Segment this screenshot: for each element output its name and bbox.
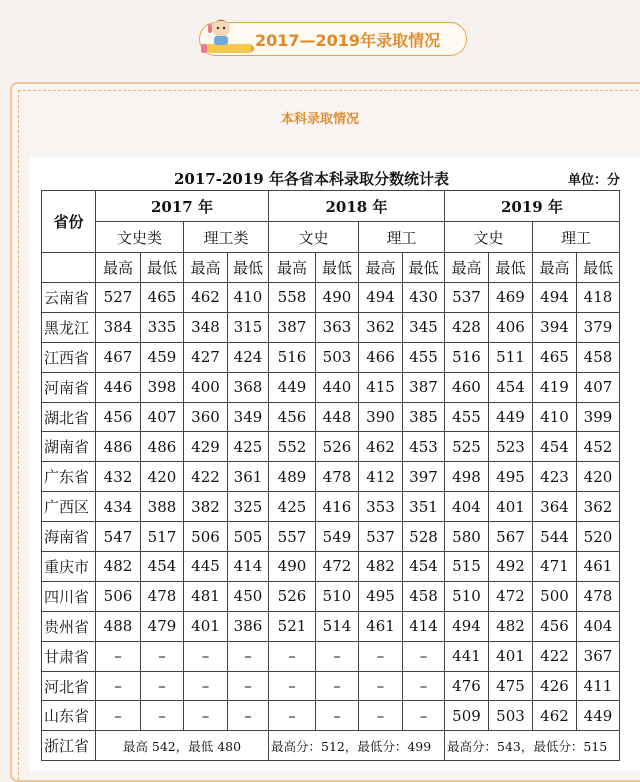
score-cell: 523 xyxy=(489,432,533,462)
score-cell: 510 xyxy=(316,581,359,611)
table-row xyxy=(42,701,620,731)
score-cell: – xyxy=(141,641,184,671)
score-cell: 428 xyxy=(445,312,489,342)
table-row xyxy=(42,402,620,432)
score-cell: 418 xyxy=(577,283,620,313)
score-cell: 547 xyxy=(96,522,141,552)
score-cell: 397 xyxy=(403,462,445,492)
score-cell: 482 xyxy=(96,552,141,582)
score-cell: 430 xyxy=(403,283,445,313)
table-row xyxy=(42,641,620,671)
score-cell: 516 xyxy=(445,342,489,372)
province-cell: 河北省 xyxy=(42,671,96,701)
score-cell: 363 xyxy=(316,312,359,342)
score-cell: 390 xyxy=(359,402,403,432)
score-cell: 362 xyxy=(359,312,403,342)
score-cell: 422 xyxy=(533,641,577,671)
score-cell: 527 xyxy=(96,283,141,313)
score-cell: 486 xyxy=(141,432,184,462)
score-cell: – xyxy=(184,641,228,671)
score-cell: 486 xyxy=(96,432,141,462)
score-cell: 449 xyxy=(269,372,316,402)
score-cell: – xyxy=(269,641,316,671)
score-cell: 567 xyxy=(489,522,533,552)
score-cell: 420 xyxy=(141,462,184,492)
province-cell: 广东省 xyxy=(42,462,96,492)
score-table xyxy=(41,190,620,761)
score-cell: 382 xyxy=(184,492,228,522)
score-cell: 467 xyxy=(96,342,141,372)
score-cell: 465 xyxy=(141,283,184,313)
table-row xyxy=(42,283,620,313)
score-cell: 415 xyxy=(359,372,403,402)
score-cell: 494 xyxy=(445,611,489,641)
score-cell: 423 xyxy=(533,462,577,492)
score-cell: 558 xyxy=(269,283,316,313)
table-row xyxy=(42,552,620,582)
province-cell: 江西省 xyxy=(42,342,96,372)
score-cell: 398 xyxy=(141,372,184,402)
note-cell-2019: 最高分：543，最低分：515 xyxy=(445,731,620,761)
score-cell: 525 xyxy=(445,432,489,462)
score-cell: 426 xyxy=(533,671,577,701)
score-cell: 489 xyxy=(269,462,316,492)
table-row xyxy=(42,581,620,611)
province-cell: 云南省 xyxy=(42,283,96,313)
score-cell: 492 xyxy=(489,552,533,582)
track-header: 文史类 xyxy=(96,222,184,253)
table-row xyxy=(42,611,620,641)
province-cell: 甘肃省 xyxy=(42,641,96,671)
score-cell: – xyxy=(96,641,141,671)
score-cell: – xyxy=(316,671,359,701)
score-cell: 394 xyxy=(533,312,577,342)
score-cell: 412 xyxy=(359,462,403,492)
metric-header: 最高 xyxy=(269,253,316,283)
score-cell: 404 xyxy=(445,492,489,522)
score-cell: 478 xyxy=(141,581,184,611)
score-cell: 401 xyxy=(184,611,228,641)
score-cell: – xyxy=(141,701,184,731)
score-cell: 511 xyxy=(489,342,533,372)
metric-header-blank xyxy=(42,253,96,283)
metric-header: 最低 xyxy=(228,253,269,283)
score-cell: 476 xyxy=(445,671,489,701)
table-row xyxy=(42,312,620,342)
score-cell: 424 xyxy=(228,342,269,372)
score-cell: 494 xyxy=(533,283,577,313)
score-cell: 494 xyxy=(359,283,403,313)
score-cell: 401 xyxy=(489,492,533,522)
score-cell: – xyxy=(403,701,445,731)
table-row xyxy=(42,671,620,701)
province-cell: 四川省 xyxy=(42,581,96,611)
metric-header: 最低 xyxy=(316,253,359,283)
score-cell: 379 xyxy=(577,312,620,342)
score-cell: 515 xyxy=(445,552,489,582)
score-cell: 456 xyxy=(269,402,316,432)
metric-header: 最低 xyxy=(403,253,445,283)
score-cell: 446 xyxy=(96,372,141,402)
metric-header: 最高 xyxy=(96,253,141,283)
table-row xyxy=(42,462,620,492)
score-cell: 410 xyxy=(533,402,577,432)
province-cell: 湖北省 xyxy=(42,402,96,432)
mascot-pencil-icon xyxy=(199,14,255,60)
score-cell: – xyxy=(184,671,228,701)
score-cell: 349 xyxy=(228,402,269,432)
score-cell: 482 xyxy=(359,552,403,582)
score-cell: 520 xyxy=(577,522,620,552)
year-header: 2017 年 xyxy=(96,191,269,222)
metric-header: 最高 xyxy=(533,253,577,283)
score-cell: 475 xyxy=(489,671,533,701)
score-cell: 552 xyxy=(269,432,316,462)
score-cell: 455 xyxy=(445,402,489,432)
score-cell: 429 xyxy=(184,432,228,462)
score-cell: 445 xyxy=(184,552,228,582)
score-cell: 345 xyxy=(403,312,445,342)
score-cell: 469 xyxy=(489,283,533,313)
score-cell: 348 xyxy=(184,312,228,342)
track-header: 理工 xyxy=(533,222,620,253)
score-cell: 465 xyxy=(533,342,577,372)
banner-title: 2017—2019年录取情况 xyxy=(255,31,441,50)
section-title: 本科录取情况 xyxy=(280,112,359,127)
score-cell: – xyxy=(359,671,403,701)
score-cell: 516 xyxy=(269,342,316,372)
score-cell: – xyxy=(403,641,445,671)
score-cell: 361 xyxy=(228,462,269,492)
table-row xyxy=(42,492,620,522)
score-cell: 404 xyxy=(577,611,620,641)
province-cell: 河南省 xyxy=(42,372,96,402)
score-cell: 505 xyxy=(228,522,269,552)
metric-header: 最低 xyxy=(577,253,620,283)
score-cell: 450 xyxy=(228,581,269,611)
score-cell: 471 xyxy=(533,552,577,582)
province-cell: 浙江省 xyxy=(42,731,96,761)
track-header: 理工 xyxy=(359,222,445,253)
score-cell: 388 xyxy=(141,492,184,522)
score-cell: 401 xyxy=(489,641,533,671)
province-cell: 黑龙江 xyxy=(42,312,96,342)
score-cell: 544 xyxy=(533,522,577,552)
score-cell: – xyxy=(316,641,359,671)
score-cell: – xyxy=(228,701,269,731)
score-cell: 488 xyxy=(96,611,141,641)
score-cell: 362 xyxy=(577,492,620,522)
header-row-years xyxy=(42,191,620,222)
province-cell: 湖南省 xyxy=(42,432,96,462)
score-cell: 460 xyxy=(445,372,489,402)
metric-header: 最低 xyxy=(489,253,533,283)
table-row xyxy=(42,432,620,462)
score-cell: 427 xyxy=(184,342,228,372)
note-cell-2017: 最高 542，最低 480 xyxy=(96,731,269,761)
score-cell: 456 xyxy=(96,402,141,432)
score-cell: 368 xyxy=(228,372,269,402)
score-cell: 510 xyxy=(445,581,489,611)
table-row-zhejiang xyxy=(42,731,620,761)
score-cell: 526 xyxy=(269,581,316,611)
province-cell: 广西区 xyxy=(42,492,96,522)
score-cell: 506 xyxy=(96,581,141,611)
score-cell: 490 xyxy=(269,552,316,582)
score-cell: 459 xyxy=(141,342,184,372)
score-cell: 537 xyxy=(359,522,403,552)
score-cell: 441 xyxy=(445,641,489,671)
score-cell: 498 xyxy=(445,462,489,492)
metric-header: 最高 xyxy=(445,253,489,283)
score-cell: 500 xyxy=(533,581,577,611)
table-row xyxy=(42,372,620,402)
score-cell: – xyxy=(359,641,403,671)
score-cell: 506 xyxy=(184,522,228,552)
score-cell: – xyxy=(269,671,316,701)
score-cell: 406 xyxy=(489,312,533,342)
score-cell: 472 xyxy=(316,552,359,582)
score-cell: 399 xyxy=(577,402,620,432)
score-cell: 495 xyxy=(489,462,533,492)
metric-header: 最高 xyxy=(184,253,228,283)
score-cell: 503 xyxy=(489,701,533,731)
score-cell: – xyxy=(269,701,316,731)
score-cell: 414 xyxy=(228,552,269,582)
score-cell: 386 xyxy=(228,611,269,641)
score-cell: 462 xyxy=(533,701,577,731)
province-cell: 海南省 xyxy=(42,522,96,552)
score-cell: 454 xyxy=(533,432,577,462)
score-cell: – xyxy=(141,671,184,701)
score-cell: 453 xyxy=(403,432,445,462)
score-cell: 514 xyxy=(316,611,359,641)
score-cell: – xyxy=(359,701,403,731)
score-cell: 456 xyxy=(533,611,577,641)
score-cell: 351 xyxy=(403,492,445,522)
score-cell: 407 xyxy=(141,402,184,432)
score-cell: 353 xyxy=(359,492,403,522)
score-cell: 384 xyxy=(96,312,141,342)
year-header: 2019 年 xyxy=(445,191,620,222)
table-title: 2017-2019 年各省本科录取分数统计表 xyxy=(174,170,449,188)
province-cell: 山东省 xyxy=(42,701,96,731)
score-cell: 364 xyxy=(533,492,577,522)
score-cell: 416 xyxy=(316,492,359,522)
metric-header: 最低 xyxy=(141,253,184,283)
track-header: 文史 xyxy=(445,222,533,253)
score-cell: 400 xyxy=(184,372,228,402)
score-cell: 472 xyxy=(489,581,533,611)
score-cell: 509 xyxy=(445,701,489,731)
score-cell: 385 xyxy=(403,402,445,432)
score-cell: 580 xyxy=(445,522,489,552)
header-row-metrics xyxy=(42,253,620,283)
note-cell-2018: 最高分：512，最低分：499 xyxy=(269,731,445,761)
score-cell: – xyxy=(184,701,228,731)
score-cell: 452 xyxy=(577,432,620,462)
score-cell: 461 xyxy=(577,552,620,582)
score-cell: 387 xyxy=(269,312,316,342)
province-header: 省份 xyxy=(42,191,96,253)
score-cell: 462 xyxy=(359,432,403,462)
score-cell: 557 xyxy=(269,522,316,552)
year-header: 2018 年 xyxy=(269,191,445,222)
score-cell: – xyxy=(316,701,359,731)
score-cell: 448 xyxy=(316,402,359,432)
track-header: 文史 xyxy=(269,222,359,253)
score-cell: – xyxy=(96,671,141,701)
score-cell: 458 xyxy=(403,581,445,611)
score-cell: 454 xyxy=(489,372,533,402)
score-cell: 414 xyxy=(403,611,445,641)
score-cell: 503 xyxy=(316,342,359,372)
score-cell: 425 xyxy=(269,492,316,522)
score-cell: 425 xyxy=(228,432,269,462)
score-cell: 407 xyxy=(577,372,620,402)
score-cell: 461 xyxy=(359,611,403,641)
header-row-tracks xyxy=(42,222,620,253)
score-cell: 449 xyxy=(489,402,533,432)
score-cell: 449 xyxy=(577,701,620,731)
province-cell: 重庆市 xyxy=(42,552,96,582)
score-cell: 528 xyxy=(403,522,445,552)
province-cell: 贵州省 xyxy=(42,611,96,641)
score-cell: 367 xyxy=(577,641,620,671)
metric-header: 最高 xyxy=(359,253,403,283)
score-cell: 481 xyxy=(184,581,228,611)
score-cell: 490 xyxy=(316,283,359,313)
score-cell: 432 xyxy=(96,462,141,492)
score-cell: – xyxy=(228,641,269,671)
score-cell: 454 xyxy=(403,552,445,582)
score-cell: 517 xyxy=(141,522,184,552)
score-cell: 458 xyxy=(577,342,620,372)
score-cell: 526 xyxy=(316,432,359,462)
score-cell: 419 xyxy=(533,372,577,402)
table-unit: 单位：分 xyxy=(568,173,621,188)
score-cell: – xyxy=(228,671,269,701)
score-cell: 315 xyxy=(228,312,269,342)
table-row xyxy=(42,342,620,372)
score-cell: 466 xyxy=(359,342,403,372)
score-cell: 495 xyxy=(359,581,403,611)
score-cell: 410 xyxy=(228,283,269,313)
score-cell: 482 xyxy=(489,611,533,641)
score-cell: – xyxy=(96,701,141,731)
score-cell: 411 xyxy=(577,671,620,701)
track-header: 理工类 xyxy=(184,222,269,253)
score-cell: 420 xyxy=(577,462,620,492)
score-cell: 478 xyxy=(316,462,359,492)
score-cell: 537 xyxy=(445,283,489,313)
score-cell: 478 xyxy=(577,581,620,611)
score-cell: 434 xyxy=(96,492,141,522)
score-cell: – xyxy=(403,671,445,701)
score-cell: 521 xyxy=(269,611,316,641)
score-cell: 360 xyxy=(184,402,228,432)
score-cell: 455 xyxy=(403,342,445,372)
score-cell: 335 xyxy=(141,312,184,342)
score-cell: 479 xyxy=(141,611,184,641)
score-cell: 422 xyxy=(184,462,228,492)
table-row xyxy=(42,522,620,552)
score-cell: 454 xyxy=(141,552,184,582)
score-cell: 462 xyxy=(184,283,228,313)
score-cell: 549 xyxy=(316,522,359,552)
score-cell: 387 xyxy=(403,372,445,402)
score-cell: 325 xyxy=(228,492,269,522)
score-cell: 440 xyxy=(316,372,359,402)
